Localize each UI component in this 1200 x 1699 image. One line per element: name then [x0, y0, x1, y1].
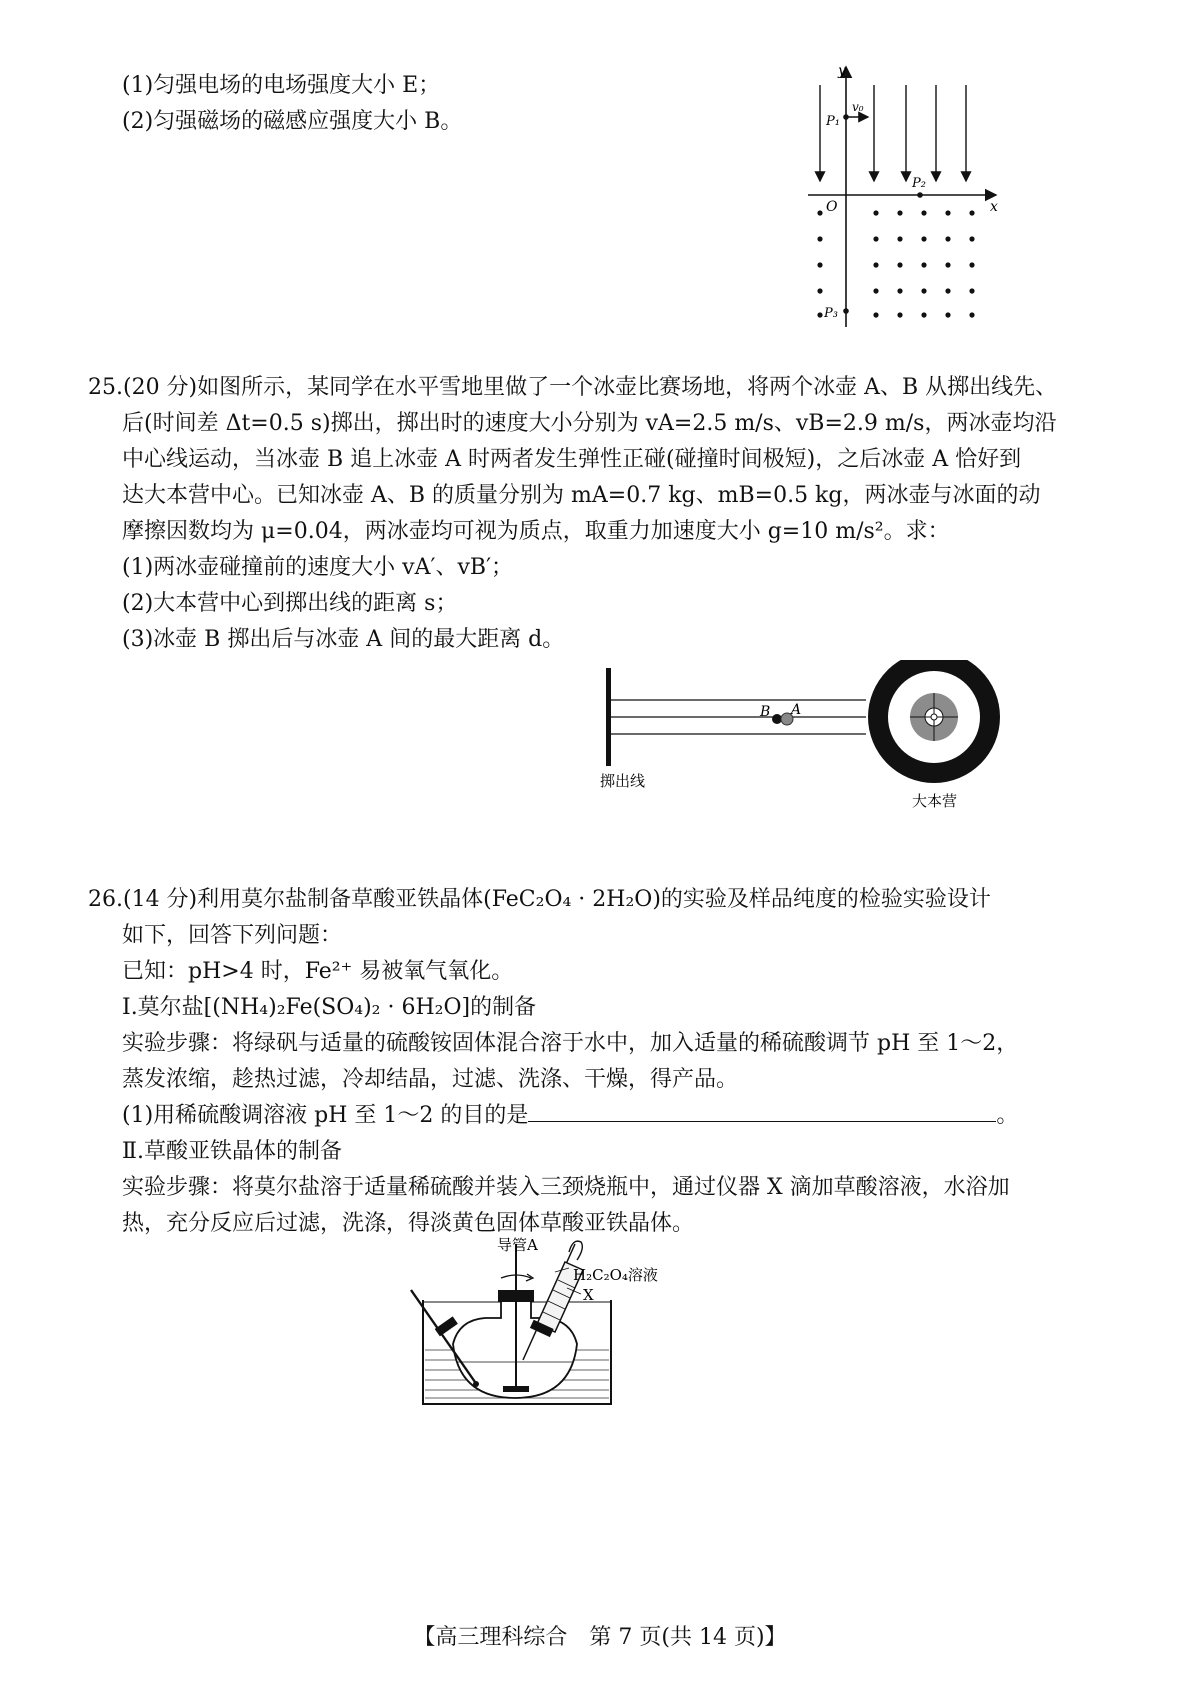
q26-steps-2a: 实验步骤：将莫尔盐溶于适量稀硫酸并装入三颈烧瓶中，通过仪器 X 滴加草酸溶液，水浴加 — [122, 1175, 1010, 1200]
label-origin: O — [826, 199, 838, 215]
magnetic-field-dots — [817, 210, 974, 317]
point-p1 — [843, 114, 849, 120]
label-stone-b: B — [760, 704, 771, 720]
q26-steps-1b: 蒸发浓缩，趁热过滤，冷却结晶，过滤、洗涤、干燥，得产品。 — [122, 1067, 739, 1092]
q26-sub1-end: 。 — [996, 1103, 1019, 1128]
electric-field-lines — [820, 85, 966, 181]
house — [868, 660, 1000, 783]
label-stone-a: A — [791, 702, 802, 718]
q26-section-2: Ⅱ.草酸亚铁晶体的制备 — [122, 1139, 342, 1164]
label-p2: P₂ — [912, 176, 926, 191]
q25-line-5: 摩擦因数均为 μ=0.04，两冰壶均可视为质点，取重力加速度大小 g=10 m/s²。求： — [122, 519, 950, 544]
q26-known: 已知：pH>4 时，Fe²⁺ 易被氧气氧化。 — [122, 959, 514, 984]
point-p3 — [843, 308, 849, 314]
q24-sub2: (2)匀强磁场的磁感应强度大小 B。 — [122, 109, 463, 134]
label-y: y — [838, 63, 846, 79]
q26-steps-2b: 热，充分反应后过滤，洗涤，得淡黄色固体草酸亚铁晶体。 — [122, 1211, 695, 1236]
label-p1: P₁ — [826, 114, 840, 129]
q24-sub1: (1)匀强电场的电场强度大小 E； — [122, 73, 441, 98]
label-v0: v₀ — [852, 100, 864, 114]
q25-sub3: (3)冰壶 B 掷出后与冰壶 A 间的最大距离 d。 — [122, 627, 565, 652]
q25-line-2: 后(时间差 Δt=0.5 s)掷出，掷出时的速度大小分别为 vA=2.5 m/s、vB=2.9 m/s，两冰壶均沿 — [122, 411, 1057, 436]
q26-steps-1a: 实验步骤：将绿矾与适量的硫酸铵固体混合溶于水中，加入适量的稀硫酸调节 pH 至 1～2， — [122, 1031, 1019, 1056]
label-throw-line: 掷出线 — [600, 772, 646, 790]
q26-sub1-text: (1)用稀硫酸调溶液 pH 至 1～2 的目的是 — [122, 1103, 529, 1128]
q25-sub2: (2)大本营中心到掷出线的距离 s； — [122, 591, 458, 616]
label-tube-a: 导管A — [497, 1236, 538, 1254]
q25-line-3: 中心线运动，当冰壶 B 追上冰壶 A 时两者发生弹性正碰(碰撞时间极短)，之后冰壶 A 恰好到 — [122, 447, 1022, 472]
q26-line-1: 26.(14 分)利用莫尔盐制备草酸亚铁晶体(FeC₂O₄ · 2H₂O)的实验及样品纯度的检验实验设计 — [88, 887, 991, 912]
page-footer: 【高三理科综合 第 7 页(共 14 页)】 — [413, 1625, 787, 1650]
label-solution: H₂C₂O₄溶液 — [573, 1266, 658, 1284]
lane-lines — [611, 700, 866, 734]
curling-diagram — [600, 660, 1020, 820]
label-house: 大本营 — [912, 792, 958, 810]
q25-line-4: 达大本营中心。已知冰壶 A、B 的质量分别为 mA=0.7 kg、mB=0.5 kg，两冰壶与冰面的动 — [122, 483, 1041, 508]
q26-line-2: 如下，回答下列问题： — [122, 923, 343, 948]
apparatus-diagram — [405, 1232, 705, 1407]
q26-section-1: Ⅰ.莫尔盐[(NH₄)₂Fe(SO₄)₂ · 6H₂O]的制备 — [122, 995, 537, 1020]
answer-blank — [528, 1099, 996, 1122]
left-stopper — [435, 1316, 458, 1336]
label-x: x — [990, 199, 998, 215]
field-diagram — [800, 55, 1020, 345]
q25-line-1: 25.(20 分)如图所示，某同学在水平雪地里做了一个冰壶比赛场地，将两个冰壶 A、B 从掷出线先、 — [88, 375, 1058, 400]
q26-sub1 — [122, 1098, 1018, 1134]
q25-sub1: (1)两冰壶碰撞前的速度大小 vA′、vB′； — [122, 555, 514, 580]
point-p2 — [917, 192, 923, 198]
throw-line — [606, 668, 611, 766]
label-p3: P₃ — [824, 306, 838, 321]
label-x: X — [583, 1286, 594, 1304]
